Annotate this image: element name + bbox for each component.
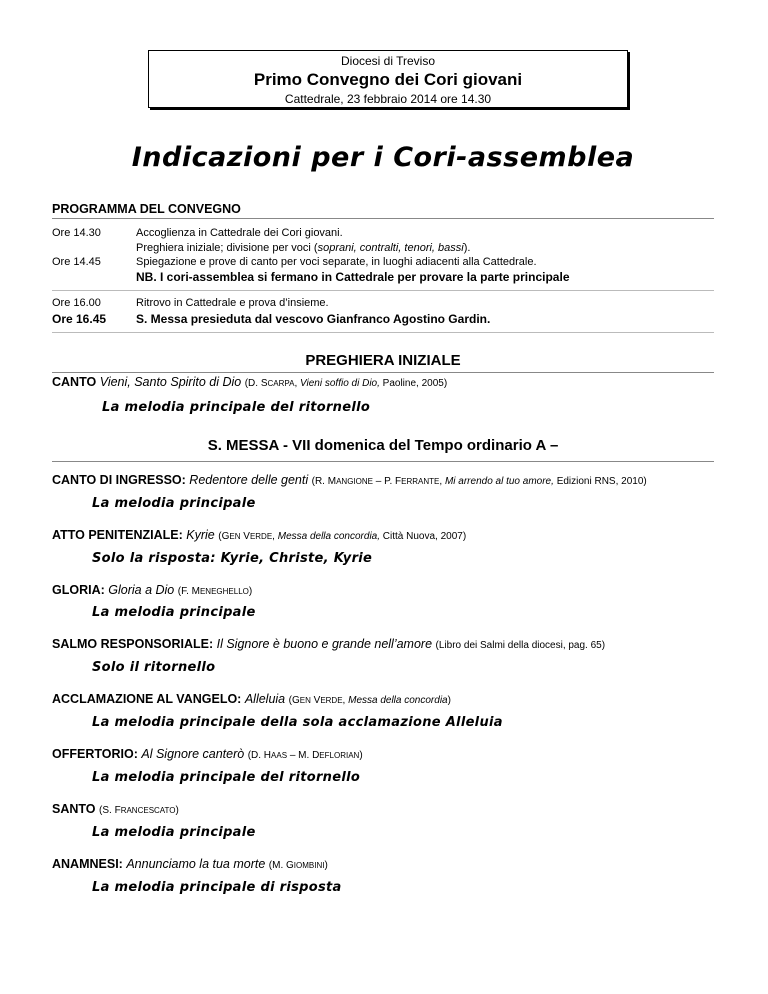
divider xyxy=(52,372,714,373)
diocese-line: Diocesi di Treviso xyxy=(340,54,436,68)
mass-note: Solo la risposta: Kyrie, Christe, Kyrie xyxy=(92,551,373,566)
messa-heading: S. MESSA - VII domenica del Tempo ordinario A – xyxy=(207,437,559,454)
program-note: NB. I cori-assemblea si fermano in Cattedrale per provare la parte principale xyxy=(136,270,570,284)
mass-item: ANAMNESI: Annunciamo la tua morte (M. GIOMBINI) xyxy=(52,857,328,871)
event-title: Primo Convegno dei Cori giovani xyxy=(253,70,523,89)
program-text: S. Messa presieduta dal vescovo Gianfranco Agostino Gardin. xyxy=(136,312,491,326)
mass-item: ATTO PENITENZIALE: Kyrie (GEN VERDE, Messa della concordia, Città Nuova, 2007) xyxy=(52,528,467,542)
divider xyxy=(52,461,714,462)
header-box xyxy=(148,50,628,108)
mass-note: La melodia principale del ritornello xyxy=(92,770,361,785)
main-title: Indicazioni per i Cori-assemblea xyxy=(131,142,635,173)
canto-note: La melodia principale del ritornello xyxy=(102,400,371,415)
mass-item: CANTO DI INGRESSO: Redentore delle genti (R. MANGIONE – P. FERRANTE, Mi arrendo al tuo amore, Edizioni RNS, 2010) xyxy=(52,473,647,487)
mass-note: La melodia principale xyxy=(92,496,256,511)
program-time: Ore 14.45 xyxy=(52,256,101,268)
mass-item: SALMO RESPONSORIALE: Il Signore è buono e grande nell’amore (Libro dei Salmi della diocesi, pag. 65) xyxy=(52,637,606,651)
mass-item: OFFERTORIO: Al Signore canterò (D. HAAS – M. DEFLORIAN) xyxy=(52,747,363,761)
mass-note: Solo il ritornello xyxy=(92,660,216,675)
program-text: Spiegazione e prove di canto per voci separate, in luoghi adiacenti alla Cattedrale. xyxy=(136,256,537,268)
program-text: Preghiera iniziale; divisione per voci (soprani, contralti, tenori, bassi). xyxy=(136,242,471,254)
mass-note: La melodia principale della sola acclamazione Alleluia xyxy=(92,715,503,730)
mass-item: ACCLAMAZIONE AL VANGELO: Alleluia (GEN VERDE, Messa della concordia) xyxy=(52,692,451,706)
mass-note: La melodia principale xyxy=(92,605,256,620)
mass-item: GLORIA: Gloria a Dio (F. MENEGHELLO) xyxy=(52,583,253,597)
program-text: Accoglienza in Cattedrale dei Cori giovani. xyxy=(136,227,343,239)
program-time: Ore 16.45 xyxy=(52,312,107,326)
canto-line: CANTO Vieni, Santo Spirito di Dio (D. SCARPA, Vieni soffio di Dio, Paoline, 2005) xyxy=(52,375,448,389)
preghiera-heading: PREGHIERA INIZIALE xyxy=(305,352,461,369)
program-time: Ore 14.30 xyxy=(52,227,101,239)
place-date-line: Cattedrale, 23 febbraio 2014 ore 14.30 xyxy=(284,92,492,106)
mass-item: SANTO (S. FRANCESCATO) xyxy=(52,802,179,816)
mass-note: La melodia principale di risposta xyxy=(92,880,342,895)
mass-note: La melodia principale xyxy=(92,825,256,840)
divider xyxy=(52,290,714,291)
program-time: Ore 16.00 xyxy=(52,297,101,309)
divider xyxy=(52,332,714,333)
program-text: Ritrovo in Cattedrale e prova d’insieme. xyxy=(136,297,329,309)
programma-heading: PROGRAMMA DEL CONVEGNO xyxy=(52,202,714,219)
